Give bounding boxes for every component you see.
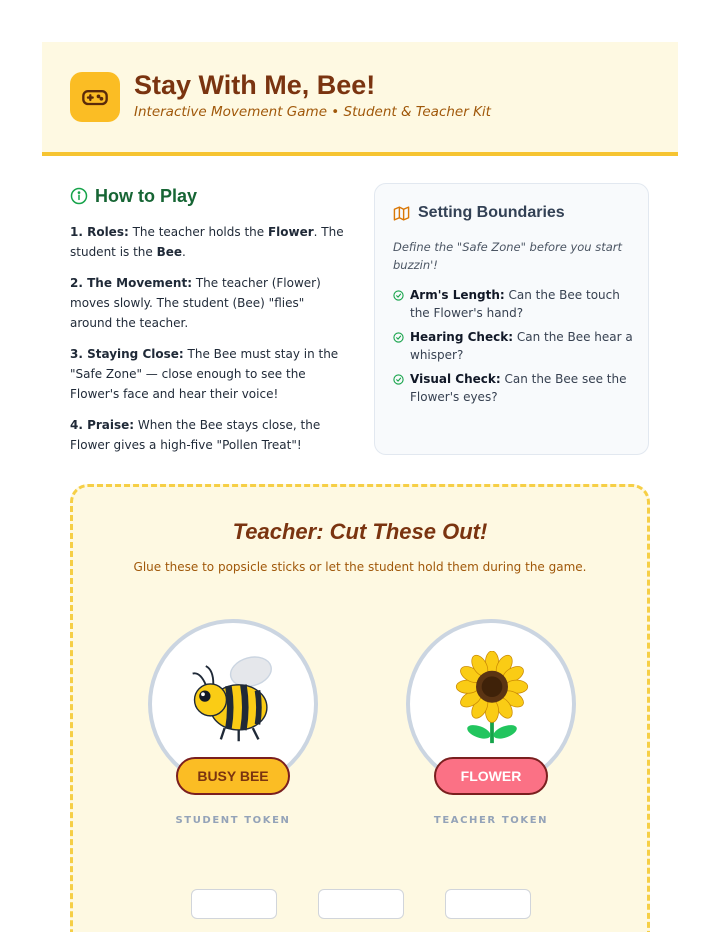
flower-pill: FLOWER xyxy=(434,757,548,795)
teacher-token[interactable] xyxy=(406,619,576,834)
page-subtitle: Interactive Movement Game • Student & Teacher Kit xyxy=(134,104,491,120)
cutout-card xyxy=(318,889,404,919)
cutout-card xyxy=(445,889,531,919)
info-icon xyxy=(70,187,88,205)
check-circle-icon xyxy=(393,374,404,385)
student-token-label: STUDENT TOKEN xyxy=(175,815,291,826)
cutout-subtitle: Glue these to popsicle sticks or let the student hold them during the game. xyxy=(133,560,587,574)
check-arms-length: Arm's Length: Can the Bee touch the Flower's hand? xyxy=(393,286,633,322)
busy-bee-pill: BUSY BEE xyxy=(176,757,290,795)
cutout-section xyxy=(70,484,650,932)
page-header xyxy=(42,42,678,156)
step-roles: 1. Roles: The teacher holds the Flower. The student is the Bee. xyxy=(70,225,344,259)
step-movement: 2. The Movement: The teacher (Flower) moves slowly. The student (Bee) "flies" around the teacher. xyxy=(70,276,321,330)
teacher-token-label: TEACHER TOKEN xyxy=(433,815,549,826)
gamepad-icon xyxy=(81,83,109,111)
boundaries-title: Setting Boundaries xyxy=(418,204,565,221)
page-title: Stay With Me, Bee! xyxy=(134,70,376,100)
student-token[interactable] xyxy=(148,619,318,834)
how-to-play-title: How to Play xyxy=(95,185,198,206)
cutout-title: Teacher: Cut These Out! xyxy=(232,519,488,544)
boundaries-intro: Define the "Safe Zone" before you start buzzin'! xyxy=(393,240,623,272)
check-visual: Visual Check: Can the Bee see the Flower's eyes? xyxy=(393,370,633,406)
bee-icon xyxy=(187,651,281,745)
check-circle-icon xyxy=(393,290,404,301)
map-icon xyxy=(393,205,410,222)
steps-list xyxy=(70,222,350,455)
app-logo xyxy=(70,72,120,122)
check-hearing: Hearing Check: Can the Bee hear a whisper? xyxy=(393,328,633,364)
check-circle-icon xyxy=(393,332,404,343)
how-to-play-section xyxy=(70,184,350,466)
boundaries-card xyxy=(374,183,649,455)
cutout-card xyxy=(191,889,277,919)
step-praise: 4. Praise: When the Bee stays close, the Flower gives a high-five "Pollen Treat"! xyxy=(70,418,321,452)
step-staying-close: 3. Staying Close: The Bee must stay in the "Safe Zone" — close enough to see the Flower's face and hear their voice! xyxy=(70,347,339,401)
sunflower-icon xyxy=(445,651,539,745)
